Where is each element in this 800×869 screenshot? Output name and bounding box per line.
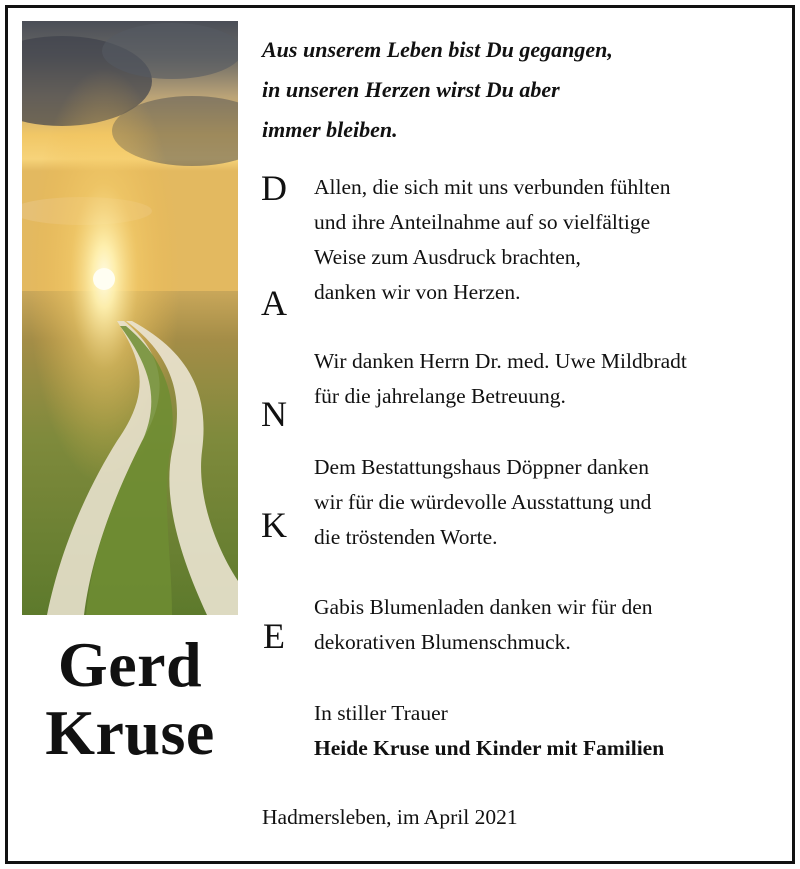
- sunset-path-photo: [22, 21, 238, 615]
- quote-line: immer bleiben.: [262, 117, 398, 142]
- signature-intro: In stiller Trauer: [314, 701, 448, 725]
- paragraph-line: danken wir von Herzen.: [314, 280, 521, 304]
- quote-line: Aus unserem Leben bist Du gegangen,: [262, 37, 613, 62]
- paragraph-line: Wir danken Herrn Dr. med. Uwe Mildbradt: [314, 349, 687, 373]
- thanks-paragraph-all: [314, 170, 784, 310]
- paragraph-line: Weise zum Ausdruck brachten,: [314, 245, 581, 269]
- thanks-paragraph-doctor: [314, 344, 784, 414]
- photo-illustration: [22, 21, 238, 615]
- danke-letter-e: E: [263, 616, 285, 656]
- danke-letter-n: N: [261, 394, 287, 434]
- paragraph-line: dekorativen Blumenschmuck.: [314, 630, 571, 654]
- paragraph-line: Allen, die sich mit uns verbunden fühlten: [314, 175, 671, 199]
- signature-block: [314, 696, 784, 766]
- paragraph-line: und ihre Anteilnahme auf so vielfältige: [314, 210, 651, 234]
- danke-letter-a: A: [261, 283, 287, 323]
- quote-line: in unseren Herzen wirst Du aber: [262, 77, 560, 102]
- paragraph-line: Dem Bestattungshaus Döppner danken: [314, 455, 649, 479]
- deceased-last-name: Kruse: [45, 697, 215, 768]
- thanks-paragraph-florist: [314, 590, 784, 660]
- paragraph-line: für die jahrelange Betreuung.: [314, 384, 566, 408]
- thanks-paragraph-funeral-home: [314, 450, 784, 555]
- paragraph-line: wir für die würdevolle Ausstattung und: [314, 490, 652, 514]
- paragraph-line: Gabis Blumenladen danken wir für den: [314, 595, 653, 619]
- danke-letter-k: K: [261, 505, 287, 545]
- signature-names: Heide Kruse und Kinder mit Familien: [314, 736, 665, 760]
- danke-letter-d: D: [261, 168, 287, 208]
- place-and-date: Hadmersleben, im April 2021: [262, 805, 518, 829]
- memorial-quote: [262, 30, 782, 150]
- paragraph-line: die tröstenden Worte.: [314, 525, 498, 549]
- deceased-first-name: Gerd: [57, 629, 203, 700]
